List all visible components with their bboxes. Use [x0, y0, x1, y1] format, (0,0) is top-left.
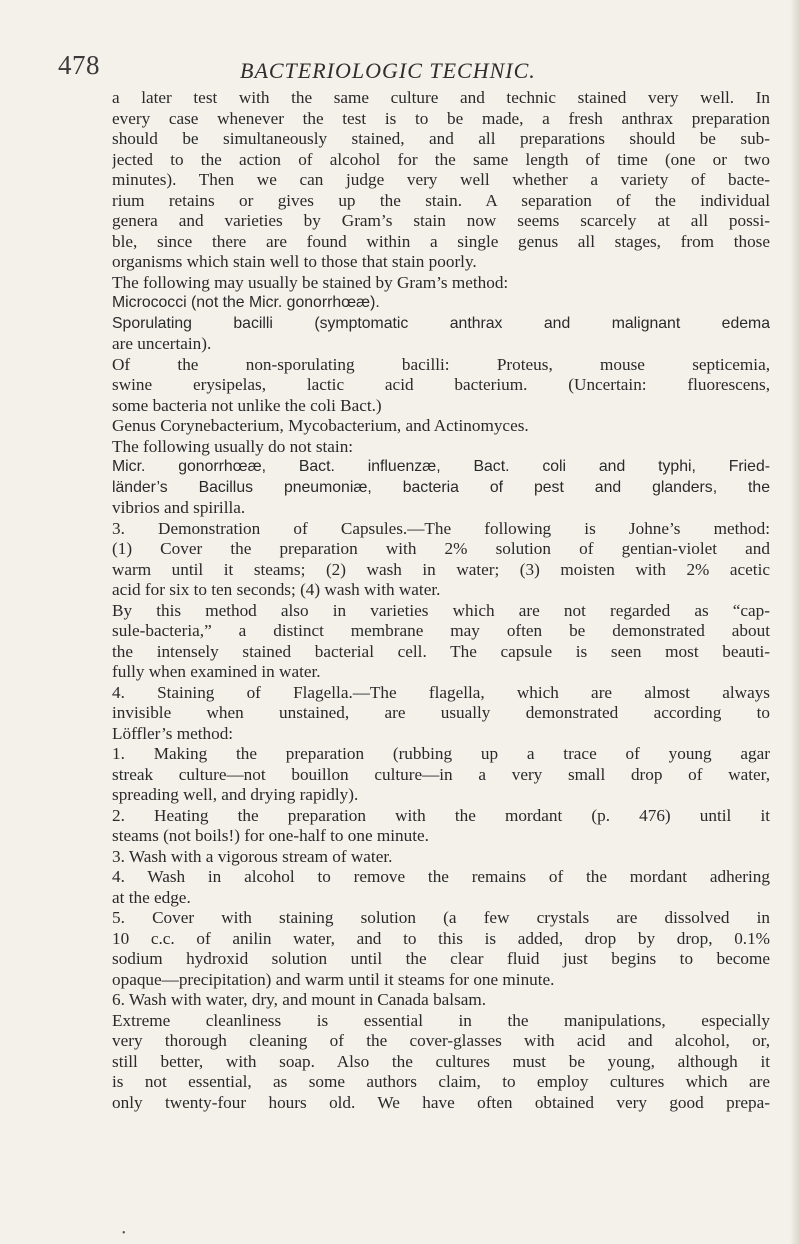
- text-line: only twenty-four hours old. We have often obtained very good prepa-: [112, 1092, 770, 1112]
- text-line: 3. Wash with a vigorous stream of water.: [112, 846, 393, 866]
- text-line: some bacteria not unlike the coli Bact.): [112, 395, 382, 415]
- text-line: Löffler’s method:: [112, 723, 234, 743]
- page-header: [0, 46, 800, 82]
- text-line: still better, with soap. Also the cultures must be young, although it: [112, 1051, 770, 1071]
- text-line: Micrococci (not the Micr. gonorrhœæ).: [112, 294, 380, 311]
- text-line: By this method also in varieties which are not regarded as “cap-: [112, 600, 770, 620]
- text-line: 6. Wash with water, dry, and mount in Canada balsam.: [112, 990, 487, 1009]
- text-line: (1) Cover the preparation with 2% solution of gentian-violet and: [112, 539, 770, 558]
- text-line: the intensely stained bacterial cell. The capsule is seen most beauti-: [112, 641, 770, 661]
- text-line: a later test with the same culture and technic stained very well. In: [112, 88, 770, 107]
- text-line: is not essential, as some authors claim, to employ cultures which are: [112, 1072, 770, 1091]
- text-line: streak culture—not bouillon culture—in a very small drop of water,: [112, 764, 770, 784]
- text-line: 2. Heating the preparation with the mordant (p. 476) until it: [112, 805, 770, 825]
- text-line: should be simultaneously stained, and all preparations should be sub-: [112, 129, 770, 148]
- text-line: länder’s Bacillus pneumoniæ, bacteria of pest and glanders, the: [112, 478, 770, 496]
- text-line: genera and varieties by Gram’s stain now seems scarcely at all possi-: [112, 211, 770, 230]
- text-line: are uncertain).: [112, 334, 212, 353]
- text-line: Of the non-sporulating bacilli: Proteus, mouse septicemia,: [112, 354, 770, 374]
- text-line: 4. Wash in alcohol to remove the remains of the mordant adhering: [112, 867, 770, 886]
- text-line: acid for six to ten seconds; (4) wash with water.: [112, 580, 441, 599]
- text-line: 1. Making the preparation (rubbing up a trace of young agar: [112, 744, 770, 763]
- text-line: steams (not boils!) for one-half to one minute.: [112, 826, 429, 845]
- text-line: Extreme cleanliness is essential in the manipulations, especially: [112, 1010, 770, 1030]
- text-line: Sporulating bacilli (symptomatic anthrax and malignant edema: [112, 314, 770, 332]
- text-line: fully when examined in water.: [112, 662, 321, 681]
- text-line: organisms which stain well to those that stain poorly.: [112, 252, 477, 271]
- footer-mark: •: [122, 1228, 126, 1239]
- text-line: sodium hydroxid solution until the clear fluid just begins to become: [112, 949, 770, 968]
- text-line: The following may usually be stained by Gram’s method:: [112, 272, 509, 292]
- text-line: ble, since there are found within a single genus all stages, from those: [112, 231, 770, 251]
- text-line: vibrios and spirilla.: [112, 498, 246, 517]
- text-line: 5. Cover with staining solution (a few crystals are dissolved in: [112, 908, 770, 927]
- page-number: 478: [58, 50, 100, 80]
- text-line: jected to the action of alcohol for the same length of time (one or two: [112, 149, 770, 169]
- text-line: at the edge.: [112, 887, 191, 907]
- text-line: rium retains or gives up the stain. A separation of the individual: [112, 190, 770, 210]
- text-line: every case whenever the test is to be made, a fresh anthrax preparation: [112, 108, 770, 128]
- text-line: warm until it steams; (2) wash in water; (3) moisten with 2% acetic: [112, 559, 770, 579]
- text-line: 10 c.c. of anilin water, and to this is added, drop by drop, 0.1%: [112, 928, 770, 948]
- running-title: BACTERIOLOGIC TECHNIC.: [240, 58, 536, 83]
- text-line: very thorough cleaning of the cover-glasses with acid and alcohol, or,: [112, 1031, 770, 1050]
- text-line: Micr. gonorrhœæ, Bact. influenzæ, Bact. coli and typhi, Fried-: [112, 458, 770, 475]
- text-line: invisible when unstained, are usually demonstrated according to: [112, 703, 770, 722]
- text-line: Genus Corynebacterium, Mycobacterium, and Actinomyces.: [112, 416, 529, 435]
- body-text: [112, 88, 770, 1113]
- text-line: spreading well, and drying rapidly).: [112, 785, 359, 804]
- text-line: 3. Demonstration of Capsules.—The following is Johne’s method:: [112, 518, 770, 538]
- page-edge-shadow: [790, 0, 800, 1244]
- text-line: The following usually do not stain:: [112, 436, 354, 456]
- text-line: sule-bacteria,” a distinct membrane may often be demonstrated about: [112, 621, 770, 640]
- text-line: opaque—precipitation) and warm until it steams for one minute.: [112, 969, 555, 989]
- text-line: swine erysipelas, lactic acid bacterium. (Uncertain: fluorescens,: [112, 375, 770, 394]
- text-line: 4. Staining of Flagella.—The flagella, which are almost always: [112, 682, 770, 702]
- text-line: minutes). Then we can judge very well whether a variety of bacte-: [112, 170, 770, 189]
